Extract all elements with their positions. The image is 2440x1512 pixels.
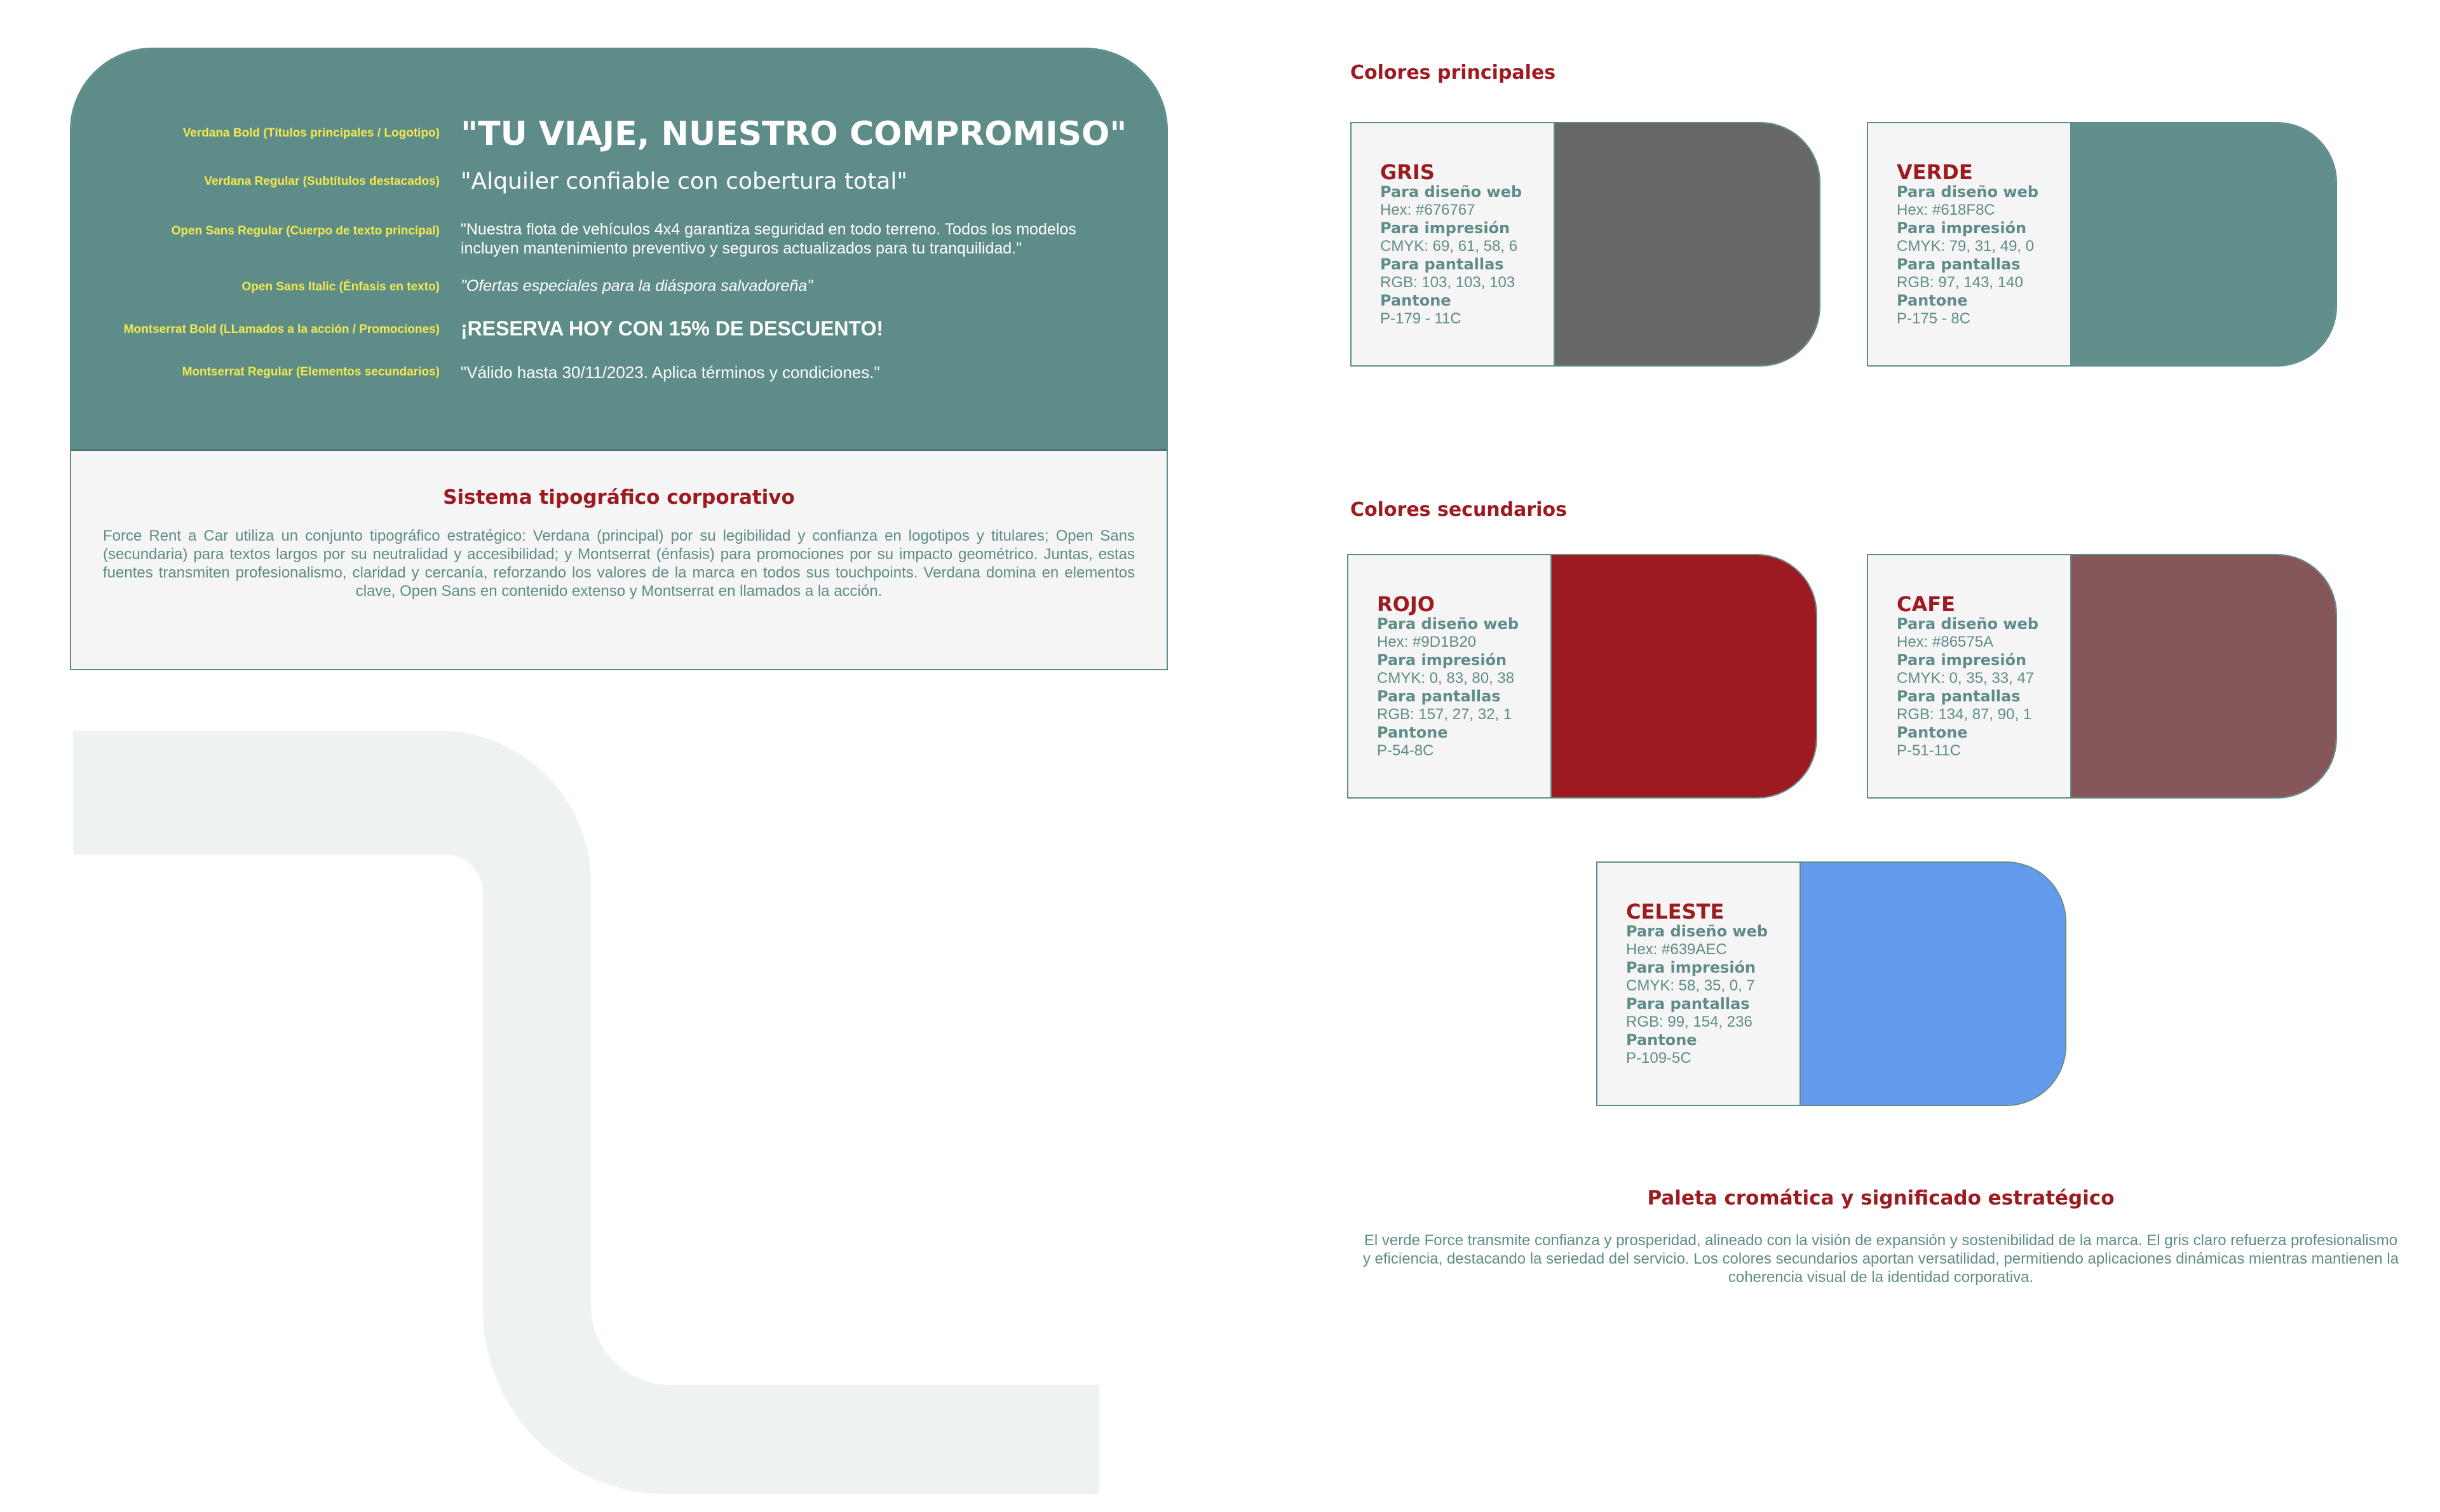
font-sample: ¡RESERVA HOY CON 15% DE DESCUENTO! [461, 317, 884, 340]
web-label: Para diseño web [1626, 922, 1768, 940]
hex-value: Hex: #86575A [1897, 633, 1994, 651]
rgb-value: RGB: 99, 154, 236 [1626, 1013, 1752, 1030]
cmyk-value: CMYK: 0, 83, 80, 38 [1377, 670, 1515, 687]
color-card-celeste [1596, 861, 2066, 1106]
color-card-cafe [1867, 554, 2337, 799]
typography-samples [71, 49, 1167, 451]
screen-label: Para pantallas [1626, 995, 1750, 1013]
cmyk-value: CMYK: 69, 61, 58, 6 [1380, 238, 1518, 255]
palette-description: El verde Force transmite confianza y prosperidad, alineado con la visión de expansión y sostenibilidad de la marca. El gris claro refuerza profesionalismo y eficiencia, destacando la seriedad del servicio. Los colores secundarios aportan versatilidad, permitiendo aplicaciones dinámicas mientras mantienen la coherencia visual de la identidad corporativa. [1362, 1232, 2399, 1286]
font-sample: "Alquiler confiable con cobertura total" [461, 168, 907, 194]
color-swatch [2070, 123, 2337, 365]
screen-label: Para pantallas [1380, 255, 1504, 273]
palette-heading: Paleta cromática y significado estratégico [1647, 1187, 2115, 1210]
color-card-rojo [1347, 554, 1817, 799]
web-label: Para diseño web [1897, 183, 2039, 201]
pantone-value: P-179 - 11C [1380, 310, 1461, 327]
font-label: Open Sans Regular (Cuerpo de texto principal) [171, 224, 440, 238]
font-sample: "Nuestra flota de vehículos 4x4 garantiza seguridad en todo terreno. Todos los modelos incluyen mantenimiento preventivo y seguros actualizados para tu tranquilidad." [461, 220, 1076, 257]
secondary-colors-title: Colores secundarios [1350, 499, 1567, 521]
color-name: CELESTE [1626, 900, 1725, 924]
primary-colors-title: Colores principales [1350, 62, 1556, 84]
print-label: Para impresión [1626, 959, 1756, 976]
pantone-label: Pantone [1380, 292, 1451, 309]
print-label: Para impresión [1897, 219, 2027, 237]
font-label: Montserrat Regular (Elementos secundarios) [182, 365, 440, 379]
typography-panel [70, 48, 1168, 670]
rgb-value: RGB: 103, 103, 103 [1380, 274, 1515, 291]
pantone-label: Pantone [1897, 724, 1968, 741]
pantone-value: P-175 - 8C [1897, 310, 1971, 327]
pantone-value: P-51-11C [1897, 742, 1961, 759]
color-name: ROJO [1377, 592, 1435, 616]
print-label: Para impresión [1380, 219, 1510, 237]
pantone-label: Pantone [1377, 724, 1448, 741]
pantone-label: Pantone [1626, 1031, 1697, 1049]
hex-value: Hex: #9D1B20 [1377, 633, 1477, 651]
hex-value: Hex: #676767 [1380, 201, 1475, 219]
color-card-verde [1867, 122, 2337, 367]
cmyk-value: CMYK: 58, 35, 0, 7 [1626, 977, 1755, 994]
font-label: Verdana Regular (Subtítulos destacados) [204, 175, 440, 188]
cmyk-value: CMYK: 79, 31, 49, 0 [1897, 238, 2035, 255]
print-label: Para impresión [1897, 651, 2027, 669]
rgb-value: RGB: 134, 87, 90, 1 [1897, 706, 2032, 723]
typography-heading: Sistema tipográfico corporativo [443, 486, 795, 509]
screen-label: Para pantallas [1377, 687, 1501, 705]
font-sample: "Ofertas especiales para la diáspora salvadoreña" [461, 277, 813, 295]
color-card-gris [1350, 122, 1820, 367]
pantone-label: Pantone [1897, 292, 1968, 309]
pantone-value: P-109-5C [1626, 1050, 1691, 1067]
color-swatch [1554, 123, 1820, 365]
hex-value: Hex: #639AEC [1626, 941, 1727, 958]
screen-label: Para pantallas [1897, 255, 2021, 273]
pantone-value: P-54-8C [1377, 742, 1434, 759]
font-label: Montserrat Bold (LLamados a la acción / Promociones) [123, 323, 440, 336]
hex-value: Hex: #618F8C [1897, 201, 1995, 219]
web-label: Para diseño web [1380, 183, 1522, 201]
color-name: VERDE [1897, 160, 1973, 184]
font-label: Verdana Bold (Títulos principales / Logotipo) [182, 126, 440, 140]
typography-description: Force Rent a Car utiliza un conjunto tipográfico estratégico: Verdana (principal) por su legibilidad y confianza en logotipos y titulares; Open Sans (secundaria) para textos largos por su neutralidad y accesibilidad; y Montserrat (énfasis) para promociones por su impacto geométrico. Juntas, estas fuentes transmiten profesionalismo, claridad y cercanía, reforzando los valores de la marca en todos sus touchpoints. Verdana domina en elementos clave, Open Sans en contenido extenso y Montserrat en llamados a la acción. [103, 527, 1135, 600]
cmyk-value: CMYK: 0, 35, 33, 47 [1897, 670, 2035, 687]
rgb-value: RGB: 97, 143, 140 [1897, 274, 2023, 291]
color-swatch [2070, 555, 2337, 797]
web-label: Para diseño web [1897, 615, 2039, 633]
print-label: Para impresión [1377, 651, 1507, 669]
rgb-value: RGB: 157, 27, 32, 1 [1377, 706, 1512, 723]
color-name: CAFE [1897, 592, 1955, 616]
color-swatch [1800, 863, 2066, 1105]
color-swatch [1550, 555, 1817, 797]
font-label: Open Sans Italic (Énfasis en texto) [241, 280, 440, 294]
screen-label: Para pantallas [1897, 687, 2021, 705]
color-name: GRIS [1380, 160, 1435, 184]
font-sample: "TU VIAJE, NUESTRO COMPROMISO" [461, 115, 1127, 153]
font-sample: "Válido hasta 30/11/2023. Aplica términos y condiciones." [461, 363, 880, 382]
web-label: Para diseño web [1377, 615, 1519, 633]
